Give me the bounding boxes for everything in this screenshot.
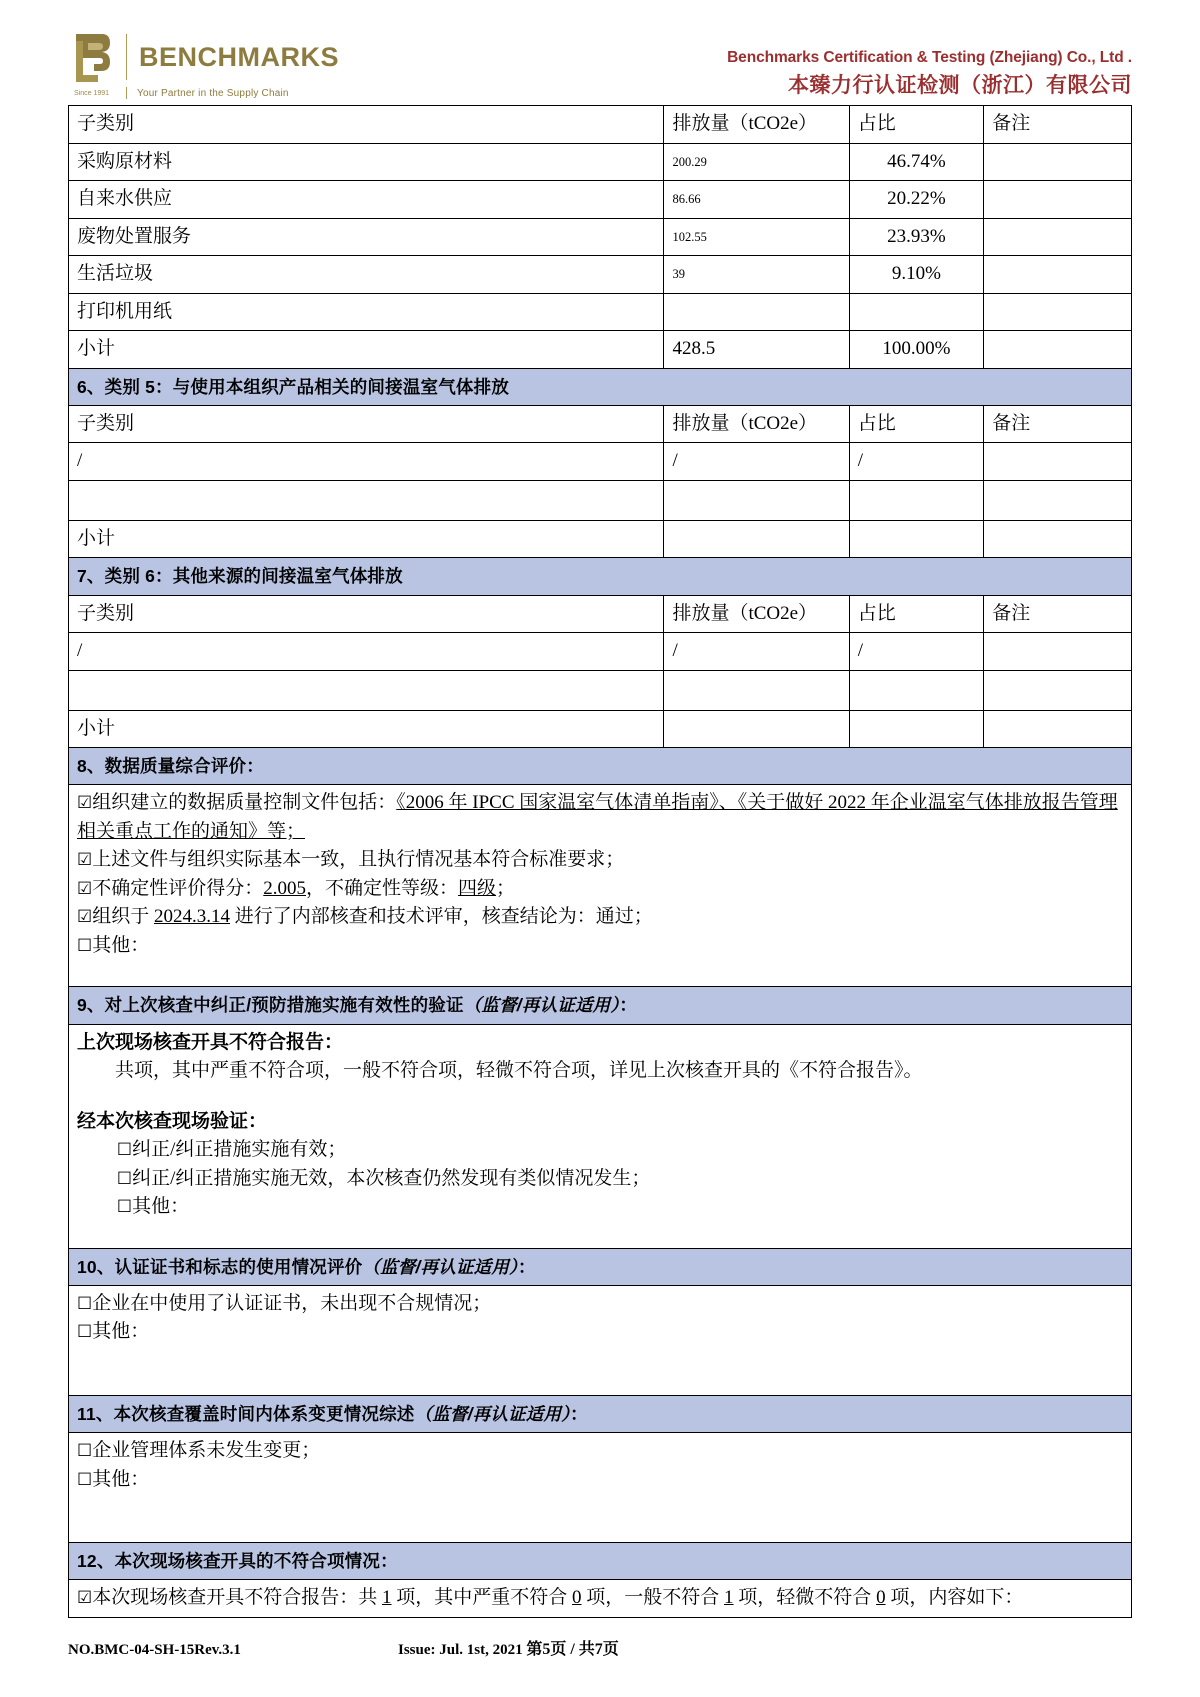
s9-heading-1: 上次现场核查开具不符合报告：: [77, 1031, 344, 1053]
s9-option3-text: 其他：: [132, 1196, 190, 1217]
s8-item4-post: 进行了内部核查和技术评审，核查结论为：通过；: [230, 906, 653, 928]
footer-issue-and-page: [398, 1636, 1132, 1659]
logo-since-text: Since 1991: [74, 89, 110, 97]
table-row: [69, 256, 1132, 294]
s12-total-count: 1: [382, 1587, 392, 1609]
table-row: [69, 218, 1132, 256]
cell-subcategory: 废物处置服务: [69, 218, 664, 256]
s9-heading-2: 经本次核查现场验证：: [77, 1110, 268, 1132]
cell-subtotal-label: 小计: [69, 710, 664, 748]
s8-item-3: [77, 875, 1123, 904]
cell-emission: /: [664, 443, 849, 481]
checkbox-unchecked-icon[interactable]: ☐: [77, 935, 93, 956]
page-footer: [68, 1628, 1132, 1659]
cell-subcategory: /: [69, 633, 664, 671]
cell-emission: [664, 670, 849, 710]
s8-item2-text: 上述文件与组织实际基本一致，且执行情况基本符合标准要求；: [92, 849, 625, 871]
section-12-body: [69, 1580, 1132, 1618]
cell-emission: 39: [664, 256, 849, 294]
s9-paragraph-1: 共项，其中严重不符合项，一般不符合项，轻微不符合项，详见上次核查开具的《不符合报告》。: [115, 1060, 923, 1081]
section-11-title-italic: （监督/再认证适用）: [414, 1403, 571, 1424]
company-name-en: Benchmarks Certification & Testing (Zhejiang) Co., Ltd .: [727, 49, 1132, 67]
verification-report-table: [68, 105, 1132, 1618]
checkbox-unchecked-icon[interactable]: ☐: [116, 1197, 133, 1217]
cell-subcategory: 打印机用纸: [69, 293, 664, 331]
cell-emission: 200.29: [664, 143, 849, 181]
s8-uncertainty-level: 四级: [458, 877, 497, 899]
s10-spacer: [77, 1347, 1123, 1369]
cell-subtotal-note: [984, 331, 1132, 369]
col-header-subcategory: 子类别: [69, 595, 664, 633]
checkbox-checked-icon[interactable]: ☑: [77, 793, 93, 814]
s12-mid-3: 项，轻微不符合: [733, 1587, 877, 1609]
cell-subtotal-note: [984, 710, 1132, 748]
cell-percent: 20.22%: [849, 181, 984, 219]
company-name-block: [727, 48, 1132, 99]
s10-option1-text: 企业在中使用了认证证书，未出现不合规情况；: [92, 1292, 492, 1314]
checkbox-checked-icon[interactable]: ☑: [77, 850, 93, 871]
section-11-title-end: ：: [570, 1403, 588, 1424]
table-row: [69, 670, 1132, 710]
checkbox-unchecked-icon[interactable]: ☐: [116, 1168, 133, 1189]
cell-subcategory: [69, 480, 664, 520]
s11-option1-text: 企业管理体系未发生变更；: [92, 1440, 321, 1461]
cell-note: [984, 480, 1132, 520]
section-11-body: [69, 1433, 1132, 1543]
cell-emission: /: [664, 633, 849, 671]
section-8-body: [69, 785, 1132, 987]
s8-item-4: [77, 903, 1123, 932]
s8-item1-pre: 组织建立的数据质量控制文件包括：: [92, 792, 397, 814]
s10-option-2: [77, 1318, 1123, 1347]
section-9-title: [69, 987, 1132, 1024]
s11-option-2: [77, 1466, 1123, 1495]
section-8-body-row: [69, 785, 1132, 987]
cell-note: [984, 293, 1132, 331]
section-12-title: 12、本次现场核查开具的不符合项情况：: [69, 1543, 1132, 1580]
section-9-body: [69, 1024, 1132, 1248]
cell-note: [984, 218, 1132, 256]
section-10-title: [69, 1248, 1132, 1285]
checkbox-unchecked-icon[interactable]: ☐: [77, 1322, 93, 1343]
section-9-body-row: [69, 1024, 1132, 1248]
cell-percent: /: [849, 633, 984, 671]
cell-percent: [849, 480, 984, 520]
cell-subtotal-label: 小计: [69, 331, 664, 369]
cell-subcategory: /: [69, 443, 664, 481]
table-row-subtotal: [69, 331, 1132, 369]
section-10-title-italic: （监督/再认证适用）: [362, 1256, 518, 1277]
section-9-title-main: 9、对上次核查中纠正/预防措施实施有效性的验证: [77, 995, 464, 1016]
s12-mid-2: 项，一般不符合: [581, 1587, 725, 1609]
checkbox-unchecked-icon[interactable]: ☐: [77, 1469, 93, 1490]
cell-note: [984, 670, 1132, 710]
cell-percent: 23.93%: [849, 218, 984, 256]
section-header-12: [69, 1543, 1132, 1580]
s8-item3-mid: ，不确定性等级：: [306, 877, 459, 899]
table-header-row-cat5: [69, 405, 1132, 443]
section-6-title: 6、类别 5：与使用本组织产品相关的间接温室气体排放: [69, 368, 1132, 405]
section-11-title-main: 11、本次核查覆盖时间内体系变更情况综述: [77, 1403, 415, 1424]
table-row: [69, 443, 1132, 481]
benchmarks-logo-icon: [72, 31, 114, 83]
s8-item4-pre: 组织于: [92, 906, 155, 928]
section-8-title: 8、数据质量综合评价：: [69, 748, 1132, 785]
page-header: [0, 0, 1200, 105]
s12-mid-1: 项，其中严重不符合: [391, 1587, 573, 1609]
table-row: [69, 293, 1132, 331]
col-header-percent: 占比: [849, 106, 984, 144]
s12-major-count: 0: [572, 1587, 582, 1609]
section-header-7: [69, 558, 1132, 595]
section-11-body-row: [69, 1433, 1132, 1543]
s8-uncertainty-score: 2.005: [263, 877, 307, 899]
cell-note: [984, 143, 1132, 181]
cell-percent: /: [849, 443, 984, 481]
col-header-note: 备注: [984, 106, 1132, 144]
footer-doc-number: NO.BMC-04-SH-15Rev.3.1: [68, 1641, 241, 1658]
logo-divider-lower: [126, 87, 127, 99]
cell-subtotal-emission: [664, 710, 849, 748]
s8-internal-audit-date: 2024.3.14: [154, 906, 231, 928]
footer-issue-date: Issue: Jul. 1st, 2021: [398, 1641, 523, 1658]
section-header-8: [69, 748, 1132, 785]
checkbox-unchecked-icon[interactable]: ☐: [77, 1441, 93, 1461]
s12-slight-count: 0: [876, 1587, 886, 1609]
cell-subtotal-percent: [849, 520, 984, 558]
s9-spacer-2: [77, 1222, 1123, 1244]
s11-spacer-2: [77, 1516, 1123, 1538]
cell-emission: 86.66: [664, 181, 849, 219]
s11-option-1: [77, 1437, 1123, 1466]
cell-percent: 9.10%: [849, 256, 984, 294]
checkbox-unchecked-icon[interactable]: ☐: [77, 1293, 93, 1314]
section-10-title-main: 10、认证证书和标志的使用情况评价: [77, 1256, 363, 1277]
cell-percent: [849, 670, 984, 710]
table-row-subtotal: [69, 710, 1132, 748]
cell-subtotal-percent: 100.00%: [849, 331, 984, 369]
logo-tagline: Your Partner in the Supply Chain: [137, 87, 289, 99]
table-row: [69, 143, 1132, 181]
table-row: [69, 181, 1132, 219]
col-header-emission: 排放量（tCO2e）: [664, 405, 849, 443]
logo-wordmark: BENCHMARKS: [139, 41, 339, 72]
s8-item-1: [77, 789, 1123, 846]
s12-statement: [77, 1584, 1123, 1613]
cell-subcategory: 自来水供应: [69, 181, 664, 219]
cell-subtotal-note: [984, 520, 1132, 558]
s11-option2-text: 其他：: [92, 1468, 150, 1490]
s8-item-2: [77, 846, 1123, 875]
cell-subtotal-percent: [849, 710, 984, 748]
cell-note: [984, 181, 1132, 219]
col-header-subcategory: 子类别: [69, 405, 664, 443]
s12-minor-count: 1: [724, 1587, 734, 1609]
cell-percent: [849, 293, 984, 331]
table-row: [69, 480, 1132, 520]
section-header-11: [69, 1395, 1132, 1432]
cell-emission: 102.55: [664, 218, 849, 256]
s10-spacer-2: [77, 1369, 1123, 1391]
section-12-body-row: [69, 1580, 1132, 1618]
s9-option-3: [77, 1193, 1123, 1222]
cell-emission: [664, 480, 849, 520]
logo-divider: [126, 34, 127, 80]
s9-option-1: [77, 1136, 1123, 1165]
s12-pre: 本次现场核查开具不符合报告：共: [92, 1587, 383, 1609]
col-header-percent: 占比: [849, 595, 984, 633]
checkbox-checked-icon[interactable]: ☑: [77, 878, 93, 899]
s12-end: 项，内容如下：: [885, 1587, 1024, 1609]
section-header-6: [69, 368, 1132, 405]
section-10-body: [69, 1285, 1132, 1395]
s8-item3-pre: 不确定性评价得分：: [92, 877, 264, 899]
cell-emission: [664, 293, 849, 331]
section-10-title-end: ：: [518, 1256, 536, 1277]
col-header-emission: 排放量（tCO2e）: [664, 106, 849, 144]
cell-subcategory: 生活垃圾: [69, 256, 664, 294]
company-logo: [72, 31, 339, 99]
section-7-title: 7、类别 6：其他来源的间接温室气体排放: [69, 558, 1132, 595]
cell-note: [984, 633, 1132, 671]
cell-subtotal-emission: 428.5: [664, 331, 849, 369]
section-9-title-italic: （监督/再认证适用）: [463, 995, 620, 1016]
section-11-title: [69, 1395, 1132, 1432]
s8-item3-end: ；: [496, 877, 516, 899]
s11-spacer: [77, 1494, 1123, 1516]
cell-note: [984, 256, 1132, 294]
s9-option2-text: 纠正/纠正措施实施无效，本次核查仍然发现有类似情况发生；: [132, 1167, 651, 1189]
s8-item-5: [77, 932, 1123, 961]
section-header-9: [69, 987, 1132, 1024]
col-header-percent: 占比: [849, 405, 984, 443]
cell-note: [984, 443, 1132, 481]
s8-spacer: [77, 960, 1123, 982]
section-9-title-end: ：: [619, 995, 638, 1016]
s8-item5-text: 其他：: [92, 934, 150, 956]
s9-option1-text: 纠正/纠正措施实施有效；: [132, 1139, 347, 1160]
table-header-row-cat4: [69, 106, 1132, 144]
col-header-note: 备注: [984, 405, 1132, 443]
col-header-subcategory: 子类别: [69, 106, 664, 144]
table-header-row-cat6: [69, 595, 1132, 633]
table-row-subtotal: [69, 520, 1132, 558]
checkbox-unchecked-icon[interactable]: ☐: [116, 1140, 133, 1160]
cell-subtotal-emission: [664, 520, 849, 558]
footer-page-number: 第5页 / 共7页: [526, 1640, 619, 1658]
section-header-10: [69, 1248, 1132, 1285]
cell-subcategory: [69, 670, 664, 710]
col-header-note: 备注: [984, 595, 1132, 633]
checkbox-checked-icon[interactable]: ☑: [77, 907, 93, 928]
s9-spacer-1: [77, 1086, 1123, 1108]
s9-option-2: [77, 1165, 1123, 1194]
s8-item1-underlined: 《2006 年 IPCC 国家温室气体清单指南》、《关于做好 2022 年企业温室气体排放报告管理相关重点工作的通知》等；: [77, 792, 1118, 842]
cell-percent: 46.74%: [849, 143, 984, 181]
company-name-cn: 本臻力行认证检测（浙江）有限公司: [788, 73, 1132, 97]
s10-option2-text: 其他：: [92, 1321, 150, 1343]
checkbox-checked-icon[interactable]: ☑: [77, 1588, 93, 1609]
s10-option-1: [77, 1290, 1123, 1319]
col-header-emission: 排放量（tCO2e）: [664, 595, 849, 633]
cell-subcategory: 采购原材料: [69, 143, 664, 181]
cell-subtotal-label: 小计: [69, 520, 664, 558]
table-row: [69, 633, 1132, 671]
section-10-body-row: [69, 1285, 1132, 1395]
